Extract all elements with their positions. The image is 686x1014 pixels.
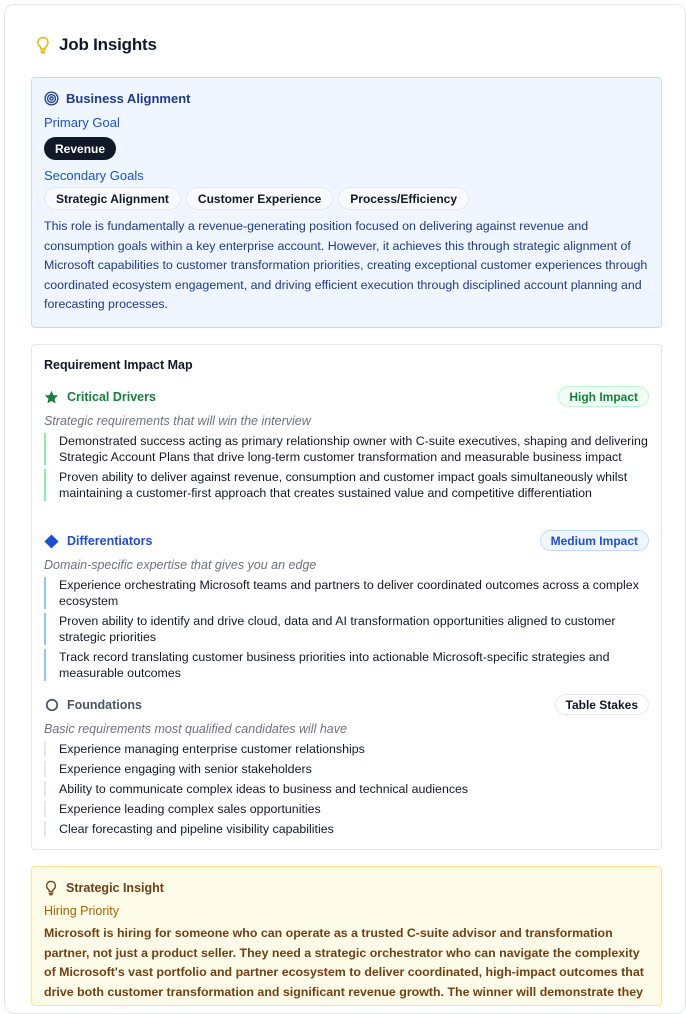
business-alignment-header [44, 91, 190, 106]
lightbulb-icon [44, 880, 58, 896]
secondary-goals-list [44, 187, 469, 210]
hiring-priority-label: Hiring Priority [44, 904, 120, 918]
strategic-insight-title: Strategic Insight [66, 881, 164, 895]
diamond-icon [44, 534, 59, 549]
list-item: Experience engaging with senior stakeholders [44, 761, 649, 777]
hiring-priority-text: Microsoft is hiring for someone who can operate as a trusted C-suite advisor and transformation partner, not just a product seller. They need a strategic orchestrator who can navigate the complexity of Microsoft's vast portfolio and partner ecosystem to deliver coordinated, high-impact outcomes that drive both customer transformation and significant revenue growth. The winner will demonstrate they [44, 926, 644, 999]
requirement-impact-map [31, 344, 662, 850]
list-item: Proven ability to identify and drive cloud, data and AI transformation opportunities aligned to customer strategic priorities [44, 613, 649, 645]
section-name: Foundations [67, 698, 142, 712]
secondary-goal-pill: Process/Efficiency [338, 187, 469, 210]
list-item: Experience leading complex sales opportunities [44, 801, 649, 817]
differentiators-header [44, 530, 649, 552]
section-name: Critical Drivers [67, 390, 156, 404]
circle-icon [44, 698, 59, 713]
secondary-goal-pill: Customer Experience [186, 187, 333, 210]
section-subtitle: Basic requirements most qualified candidates will have [44, 722, 347, 736]
section-subtitle: Domain-specific expertise that gives you an edge [44, 558, 317, 572]
list-item: Experience managing enterprise customer relationships [44, 741, 649, 757]
differentiators-list [44, 577, 649, 685]
foundations-header [44, 694, 649, 716]
foundations-list [44, 741, 649, 841]
impact-badge: Medium Impact [540, 530, 649, 551]
section-name: Differentiators [67, 534, 153, 548]
list-item: Experience orchestrating Microsoft teams and partners to deliver coordinated outcomes across a complex ecosystem [44, 577, 649, 609]
job-insights-card [4, 4, 686, 1014]
secondary-goal-pill: Strategic Alignment [44, 187, 181, 210]
list-item: Clear forecasting and pipeline visibility capabilities [44, 821, 649, 837]
business-alignment-title: Business Alignment [66, 91, 191, 106]
business-alignment-panel [31, 77, 662, 328]
target-icon [44, 91, 59, 106]
primary-goal-pill: Revenue [44, 137, 116, 160]
list-item: Demonstrated success acting as primary relationship owner with C-suite executives, shaping and delivering Strategic Account Plans that drive long-term customer transformation and measurable business impact [44, 433, 649, 465]
critical-drivers-list [44, 433, 649, 505]
lightbulb-icon [35, 36, 51, 54]
list-item: Proven ability to deliver against revenue, consumption and customer impact goals simultaneously whilst maintaining a customer-first approach that creates sustained value and competitive differentiation [44, 469, 649, 501]
requirement-map-title: Requirement Impact Map [44, 358, 193, 372]
card-header [35, 35, 157, 55]
card-title: Job Insights [59, 35, 157, 54]
critical-drivers-header [44, 386, 649, 408]
impact-badge: High Impact [558, 386, 649, 407]
star-icon [44, 390, 59, 405]
section-subtitle: Strategic requirements that will win the interview [44, 414, 311, 428]
list-item: Track record translating customer business priorities into actionable Microsoft-specific strategies and measurable outcomes [44, 649, 649, 681]
strategic-insight-panel [31, 866, 662, 1006]
list-item: Ability to communicate complex ideas to business and technical audiences [44, 781, 649, 797]
business-alignment-description: This role is fundamentally a revenue-generating position focused on delivering against revenue and consumption goals within a key enterprise account. However, it achieves this through strategic alignment of Microsoft capabilities to customer transformation priorities, creating exceptional customer experiences through coordinated ecosystem engagement, and driving efficient execution through disciplined account planning and forecasting processes. [44, 219, 648, 312]
impact-badge: Table Stakes [555, 694, 649, 715]
primary-goal-label: Primary Goal [44, 115, 120, 130]
secondary-goals-label: Secondary Goals [44, 168, 144, 183]
strategic-insight-header [44, 880, 164, 896]
